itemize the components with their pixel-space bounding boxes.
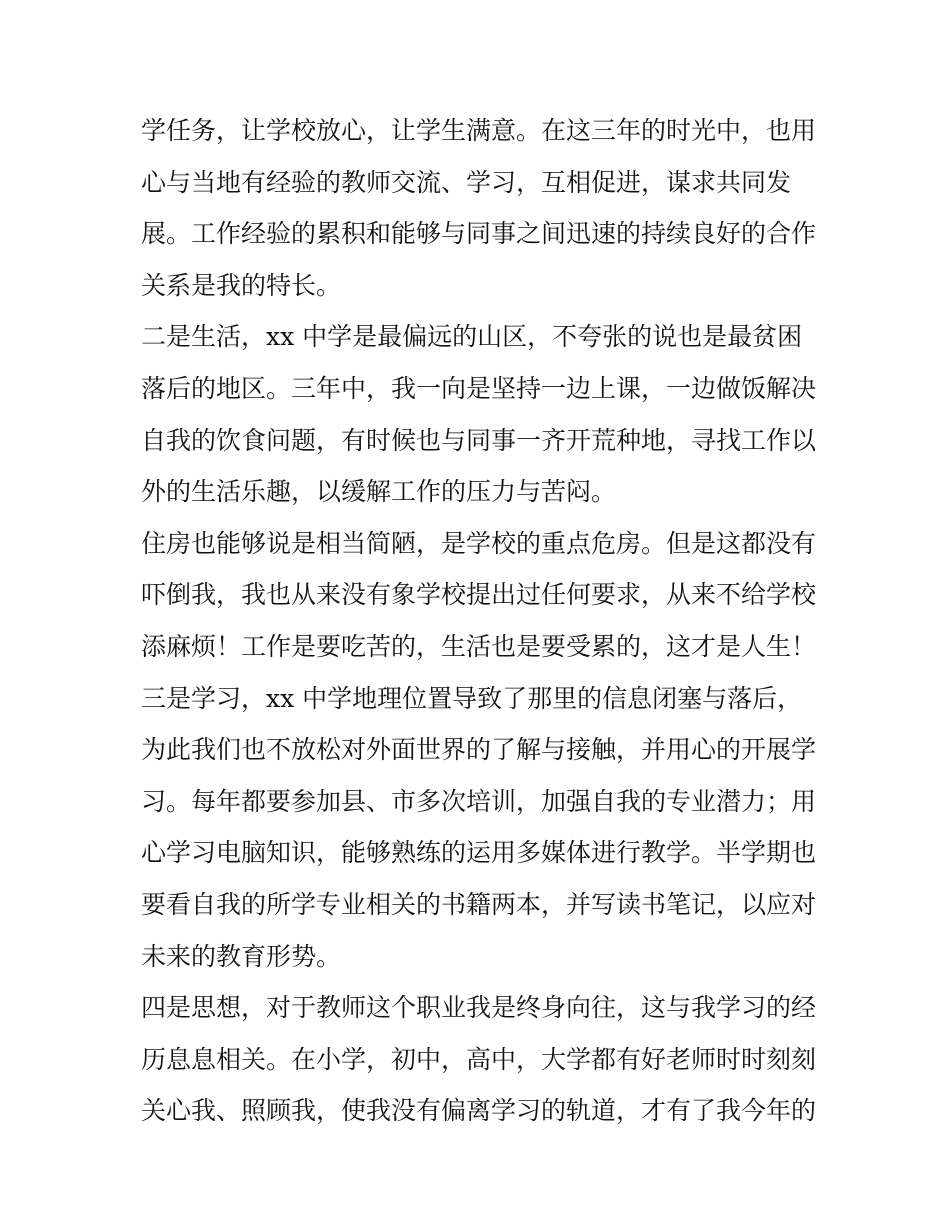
text-line: 住房也能够说是相当简陋，是学校的重点危房。但是这都没有: [141, 528, 817, 558]
text-line: 习。每年都要参加县、市多次培训，加强自我的专业潜力；用: [141, 786, 817, 816]
text-line: 心与当地有经验的教师交流、学习，互相促进，谋求共同发: [141, 167, 792, 197]
text-line: 二是生活，xx 中学是最偏远的山区，不夸张的说也是最贫困: [141, 322, 803, 352]
text-line: 历息息相关。在小学，初中，高中，大学都有好老师时时刻刻: [141, 1044, 817, 1074]
text-line: 四是思想，对于教师这个职业我是终身向往，这与我学习的经: [141, 993, 817, 1023]
text-line: 心学习电脑知识，能够熟练的运用多媒体进行教学。半学期也: [141, 838, 817, 868]
text-line: 未来的教育形势。: [141, 941, 342, 971]
text-line: 学任务，让学校放心，让学生满意。在这三年的时光中，也用: [141, 116, 817, 145]
text-line: 要看自我的所学专业相关的书籍两本，并写读书笔记，以应对: [141, 889, 817, 919]
text-line: 添麻烦！工作是要吃苦的，生活也是要受累的，这才是人生！: [141, 631, 817, 661]
text-line: 三是学习，xx 中学地理位置导致了那里的信息闭塞与落后，: [141, 683, 803, 713]
text-line: 关心我、照顾我，使我没有偏离学习的轨道，才有了我今年的: [141, 1096, 817, 1126]
text-line: 展。工作经验的累积和能够与同事之间迅速的持续良好的合作: [141, 219, 817, 249]
text-line: 吓倒我，我也从来没有象学校提出过任何要求，从来不给学校: [141, 580, 817, 610]
text-line: 关系是我的特长。: [141, 270, 342, 300]
body-text: [141, 105, 821, 1137]
text-line: 为此我们也不放松对外面世界的了解与接触，并用心的开展学: [141, 735, 817, 765]
text-line: 外的生活乐趣，以缓解工作的压力与苦闷。: [141, 477, 617, 507]
text-line: 落后的地区。三年中，我一向是坚持一边上课，一边做饭解决: [141, 373, 817, 403]
text-line: 自我的饮食问题，有时候也与同事一齐开荒种地，寻找工作以: [141, 425, 817, 455]
